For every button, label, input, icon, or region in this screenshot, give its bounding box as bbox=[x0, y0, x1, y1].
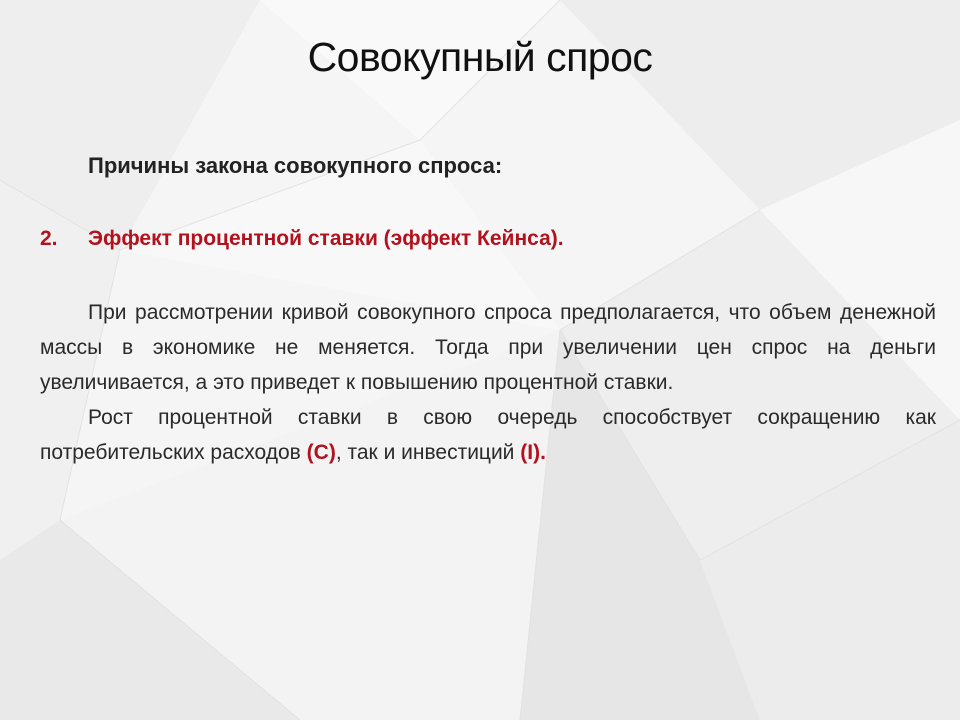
effect-text: Эффект процентной ставки (эффект Кейнса). bbox=[88, 227, 564, 250]
paragraph2-part2: , так и инвестиций bbox=[335, 441, 521, 464]
slide-title: Совокупный спрос bbox=[307, 34, 653, 80]
investment-label: (I). bbox=[520, 441, 546, 464]
body-text bbox=[40, 295, 936, 470]
paragraph2-part1: Рост процентной ставки в свою очередь способствует сокращению как потребительских расходов bbox=[40, 406, 936, 464]
consumption-label: (С) bbox=[306, 441, 336, 464]
paragraph-interest-rate bbox=[40, 400, 936, 470]
paragraph-money-supply: При рассмотрении кривой совокупного спроса предполагается, что объем денежной массы в экономике не меняется. Тогда при увеличении цен спрос на деньги увеличивается, а это приведет к повышению процентной ставки. bbox=[40, 301, 936, 394]
effect-item bbox=[40, 227, 564, 251]
effect-number: 2. bbox=[40, 227, 58, 250]
subheading: Причины закона совокупного спроса: bbox=[88, 153, 503, 178]
